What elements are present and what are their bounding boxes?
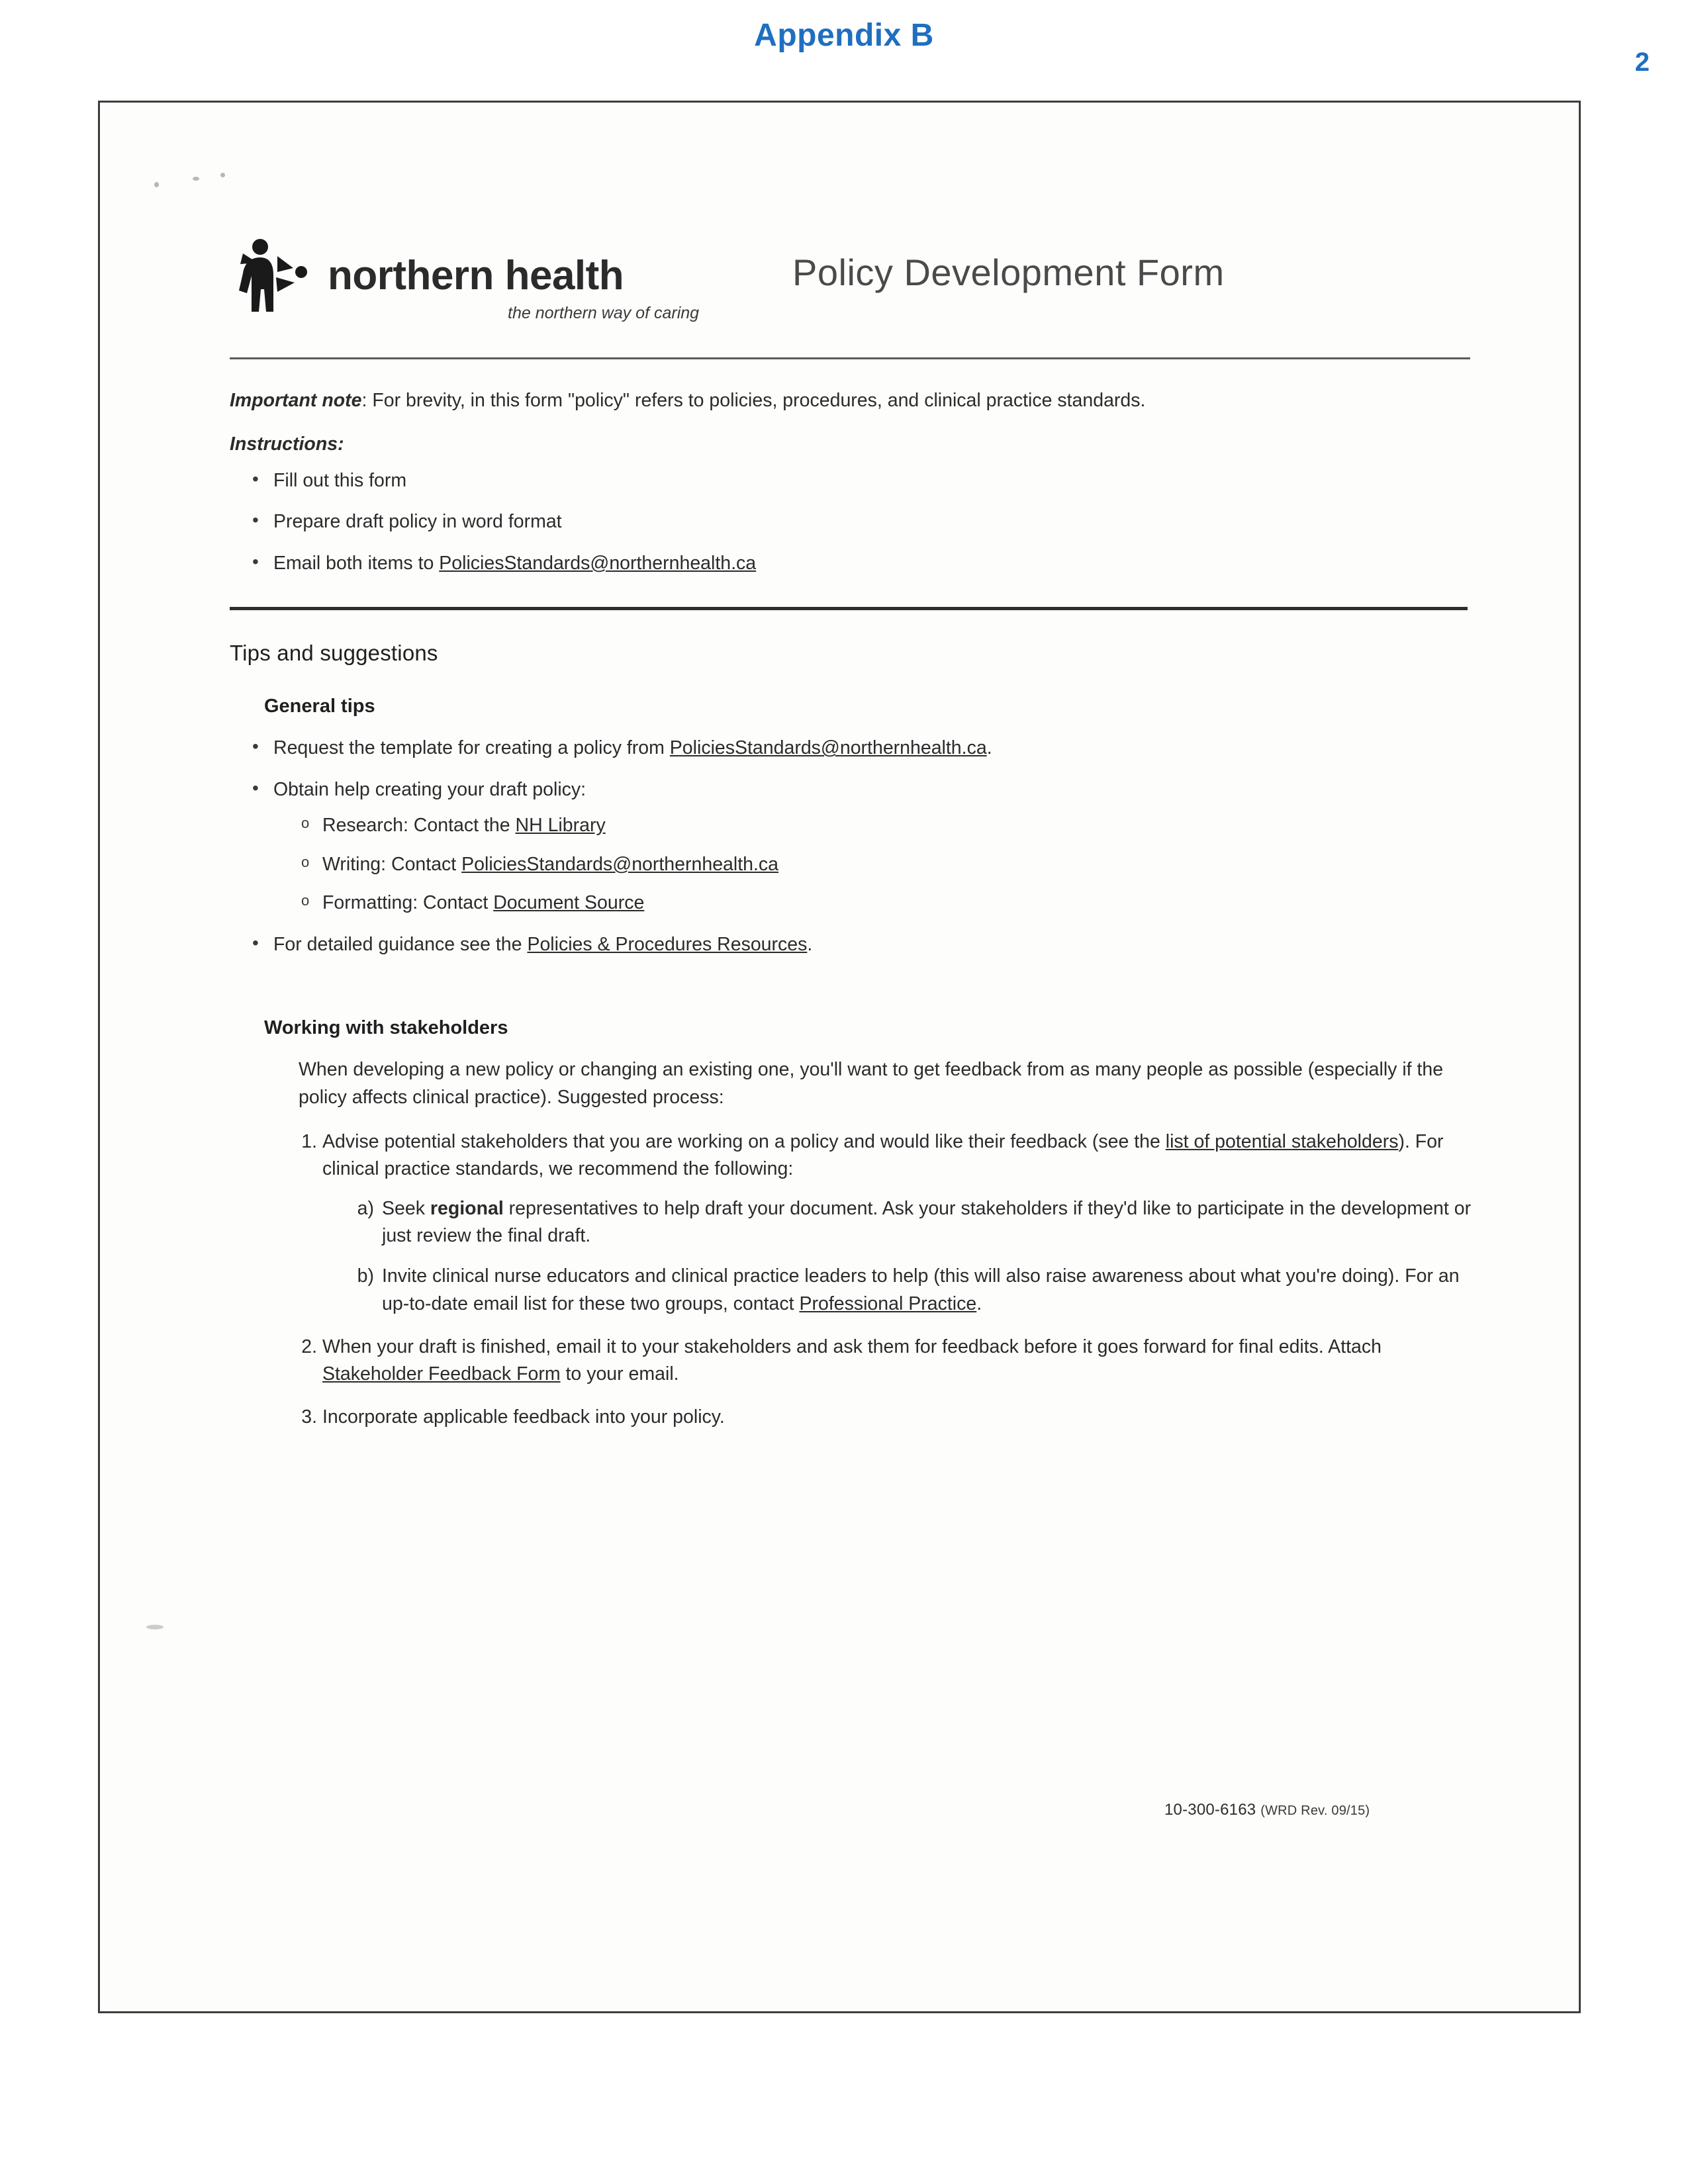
link-policies-procedures-resources[interactable]: Policies & Procedures Resources <box>527 933 808 955</box>
email-link-policies-standards[interactable]: PoliciesStandards@northernhealth.ca <box>669 737 987 759</box>
tip-text-tail: . <box>807 933 813 955</box>
general-tips-group <box>230 693 1474 958</box>
page-number: 2 <box>1634 48 1650 77</box>
instruction-text: Email both items to <box>273 552 440 574</box>
subheading-working-with-stakeholders: Working with stakeholders <box>264 1017 508 1039</box>
logo-wordmark: northern health <box>328 253 624 298</box>
form-code: 10-300-6163 <box>1164 1801 1256 1819</box>
stakeholders-intro: When developing a new policy or changing an existing one, you'll want to get feedback from as many people as possible (especially if the policy affects clinical practice). Suggested process: <box>299 1059 1444 1108</box>
stakeholders-substeps <box>322 1195 1474 1318</box>
document-body <box>230 387 1474 1447</box>
document-content <box>100 103 1579 2011</box>
step-text: Incorporate applicable feedback into your policy. <box>322 1406 725 1428</box>
form-footer <box>1164 1801 1370 1819</box>
tip-text: Request the template for creating a policy from <box>273 737 670 759</box>
list-marker: a) <box>357 1197 374 1219</box>
scanned-document-page <box>98 101 1581 2013</box>
list-item <box>230 1128 1474 1318</box>
sub-tip-text: Writing: Contact <box>322 853 462 875</box>
list-item <box>230 735 1474 761</box>
list-item <box>230 931 1474 958</box>
help-options-list <box>273 812 1474 916</box>
list-item <box>230 1334 1474 1388</box>
email-link-policies-standards[interactable]: PoliciesStandards@northernhealth.ca <box>439 552 757 574</box>
link-nh-library[interactable]: NH Library <box>515 815 606 837</box>
list-item <box>322 1195 1474 1250</box>
link-document-source[interactable]: Document Source <box>493 892 645 914</box>
sub-tip-text: Formatting: Contact <box>322 892 494 914</box>
list-marker: 1. <box>301 1130 317 1152</box>
scan-artifact-speck <box>154 182 159 187</box>
section-heading-tips: Tips and suggestions <box>230 641 438 666</box>
step-text-tail: ). For clinical practice standards, we recommend the following: <box>322 1130 1444 1180</box>
stakeholders-steps <box>230 1128 1474 1432</box>
subheading-general-tips: General tips <box>264 696 375 717</box>
appendix-title: Appendix B <box>754 18 934 53</box>
list-item <box>273 851 1474 878</box>
list-marker: b) <box>357 1265 374 1287</box>
instruction-text: Fill out this form <box>273 469 407 491</box>
letterhead-divider <box>230 357 1470 359</box>
form-title: Policy Development Form <box>792 251 1225 293</box>
instruction-text: Prepare draft policy in word format <box>273 511 562 533</box>
important-note-label: Important note <box>230 390 362 411</box>
logo-tagline: the northern way of caring <box>508 304 700 322</box>
scan-artifact-speck <box>193 177 199 181</box>
list-item <box>230 550 1474 576</box>
section-divider <box>230 607 1468 610</box>
instructions-list <box>230 467 1474 576</box>
email-link-policies-standards[interactable]: PoliciesStandards@northernhealth.ca <box>461 853 779 875</box>
letterhead <box>230 227 1468 346</box>
scan-artifact-speck <box>220 173 225 177</box>
stakeholders-section <box>230 1015 1474 1432</box>
substep-text-tail: . <box>976 1293 982 1314</box>
list-item <box>230 508 1474 535</box>
tip-text: Obtain help creating your draft policy: <box>273 778 586 800</box>
tip-text-tail: . <box>986 737 992 759</box>
tip-text: For detailed guidance see the <box>273 933 528 955</box>
substep-text: Seek <box>382 1197 430 1219</box>
substep-text-tail: representatives to help draft your document. Ask your stakeholders if they'd like to participate in the development or just review the final draft. <box>382 1197 1472 1246</box>
list-item <box>273 812 1474 839</box>
sub-tip-text: Research: Contact the <box>322 815 516 837</box>
northern-health-logo-icon <box>230 234 322 326</box>
scan-artifact-speck <box>146 1625 164 1629</box>
list-item <box>230 1404 1474 1431</box>
substep-emphasis: regional <box>430 1197 504 1219</box>
substep-text: Invite clinical nurse educators and clinical practice leaders to help (this will also raise awareness about what you're doing). For an up-to-date email list for these two groups, contact <box>382 1265 1460 1314</box>
form-revision: (WRD Rev. 09/15) <box>1260 1803 1370 1818</box>
step-text: Advise potential stakeholders that you are working on a policy and would like their feedback (see the <box>322 1130 1166 1152</box>
instructions-block <box>230 431 1474 576</box>
list-item <box>230 776 1474 917</box>
step-text: When your draft is finished, email it to your stakeholders and ask them for feedback before it goes forward for final edits. Attach <box>322 1336 1382 1357</box>
link-professional-practice[interactable]: Professional Practice <box>799 1293 977 1314</box>
list-item <box>322 1263 1474 1318</box>
page-header <box>0 0 1688 93</box>
link-stakeholder-feedback-form[interactable]: Stakeholder Feedback Form <box>322 1363 561 1385</box>
important-note <box>230 387 1474 414</box>
list-marker: 2. <box>301 1336 317 1357</box>
instructions-label: Instructions: <box>230 433 344 455</box>
list-item <box>273 889 1474 916</box>
list-marker: 3. <box>301 1406 317 1428</box>
link-list-of-potential-stakeholders[interactable]: list of potential stakeholders <box>1165 1130 1399 1152</box>
step-text-tail: to your email. <box>560 1363 679 1385</box>
list-item <box>230 467 1474 494</box>
important-note-text: : For brevity, in this form "policy" refers to policies, procedures, and clinical practice standards. <box>361 390 1146 411</box>
general-tips-list <box>230 735 1474 958</box>
